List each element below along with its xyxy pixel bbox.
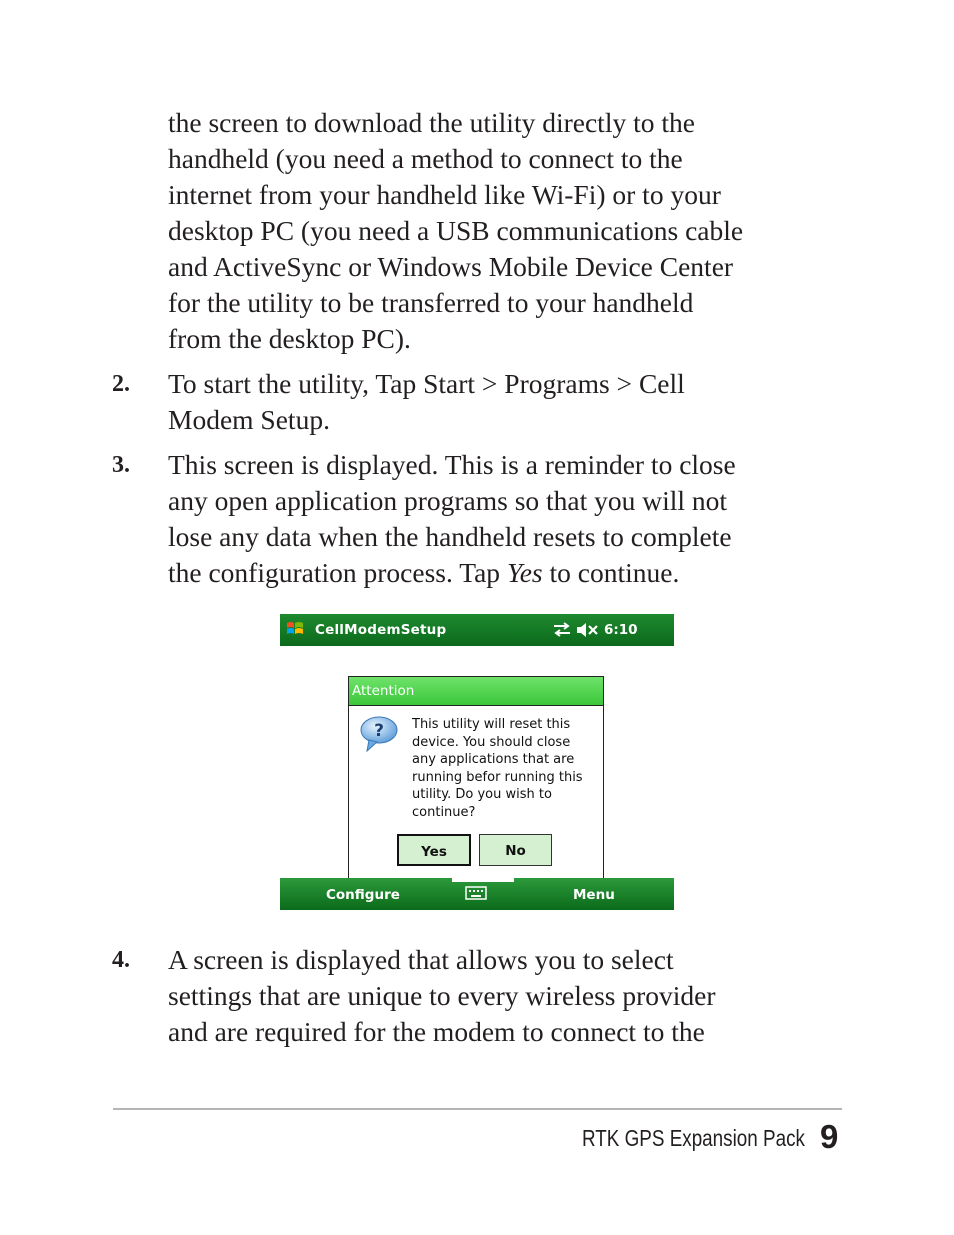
- text-line: and ActiveSync or Windows Mobile Device Center: [168, 251, 734, 282]
- dialog-message-line: This utility will reset this: [412, 717, 571, 732]
- text-line: A screen is displayed that allows you to select: [168, 944, 674, 975]
- windows-logo-icon[interactable]: [285, 619, 305, 639]
- text-line: the screen to download the utility directly to the: [168, 107, 695, 138]
- svg-text:?: ?: [374, 721, 384, 741]
- intro-paragraph: [168, 105, 828, 357]
- dialog-message-line: utility. Do you wish to: [412, 787, 552, 802]
- text-line: lose any data when the handheld resets to complete: [168, 521, 732, 552]
- dialog-header: [349, 677, 603, 706]
- text-line: from the desktop PC).: [168, 323, 411, 354]
- question-bubble-icon: [359, 715, 399, 753]
- configure-softkey[interactable]: Configure: [326, 887, 400, 903]
- title-bar: [280, 614, 674, 646]
- text-line: Modem Setup.: [168, 404, 330, 435]
- menu-softkey[interactable]: Menu: [573, 887, 615, 903]
- no-button[interactable]: No: [479, 834, 552, 866]
- footer-title: RTK GPS Expansion Pack: [582, 1125, 805, 1151]
- text-line: for the utility to be transferred to your handheld: [168, 287, 694, 318]
- step-4-number: 4.: [112, 947, 130, 973]
- step-3-text: [168, 447, 828, 591]
- footer-rule: [113, 1108, 842, 1110]
- dialog-message-line: any applications that are: [412, 752, 575, 767]
- device-screenshot: [280, 614, 674, 910]
- attention-dialog: [348, 676, 604, 880]
- dialog-message-line: running befor running this: [412, 769, 583, 785]
- keyboard-icon[interactable]: [465, 885, 487, 901]
- dialog-title: Attention: [352, 683, 415, 699]
- text-line: handheld (you need a method to connect to the: [168, 143, 683, 174]
- text-line: To start the utility, Tap Start > Programs > Cell: [168, 368, 685, 399]
- text-line: internet from your handheld like Wi-Fi) or to your: [168, 179, 721, 210]
- page-number: 9: [820, 1118, 839, 1155]
- connectivity-icon: [554, 623, 570, 636]
- yes-button[interactable]: Yes: [397, 834, 471, 866]
- clock: 6:10: [604, 622, 638, 638]
- menu-tab-notch: [452, 878, 514, 882]
- text-line: settings that are unique to every wireless provider: [168, 980, 716, 1011]
- text-line: desktop PC (you need a USB communications cable: [168, 215, 744, 246]
- app-title: CellModemSetup: [315, 622, 447, 638]
- yes-emphasis: Yes: [506, 557, 543, 588]
- speaker-muted-icon: [577, 623, 597, 637]
- status-icons[interactable]: [552, 620, 602, 640]
- text-line: and are required for the modem to connect to the: [168, 1016, 705, 1047]
- dialog-message-line: device. You should close: [412, 734, 571, 750]
- step-4-text: [168, 942, 828, 1050]
- dialog-message: [412, 716, 602, 821]
- text-fragment: to continue.: [542, 557, 680, 588]
- text-line: any open application programs so that you will not: [168, 485, 728, 516]
- dialog-message-line: continue?: [412, 804, 476, 820]
- soft-key-bar: [280, 878, 674, 910]
- text-line: This screen is displayed. This is a reminder to close: [168, 449, 736, 480]
- step-2-text: [168, 366, 828, 438]
- step-2-number: 2.: [112, 371, 130, 397]
- step-3-number: 3.: [112, 452, 130, 478]
- text-fragment: the configuration process. Tap: [168, 557, 507, 588]
- text-line: [168, 555, 828, 591]
